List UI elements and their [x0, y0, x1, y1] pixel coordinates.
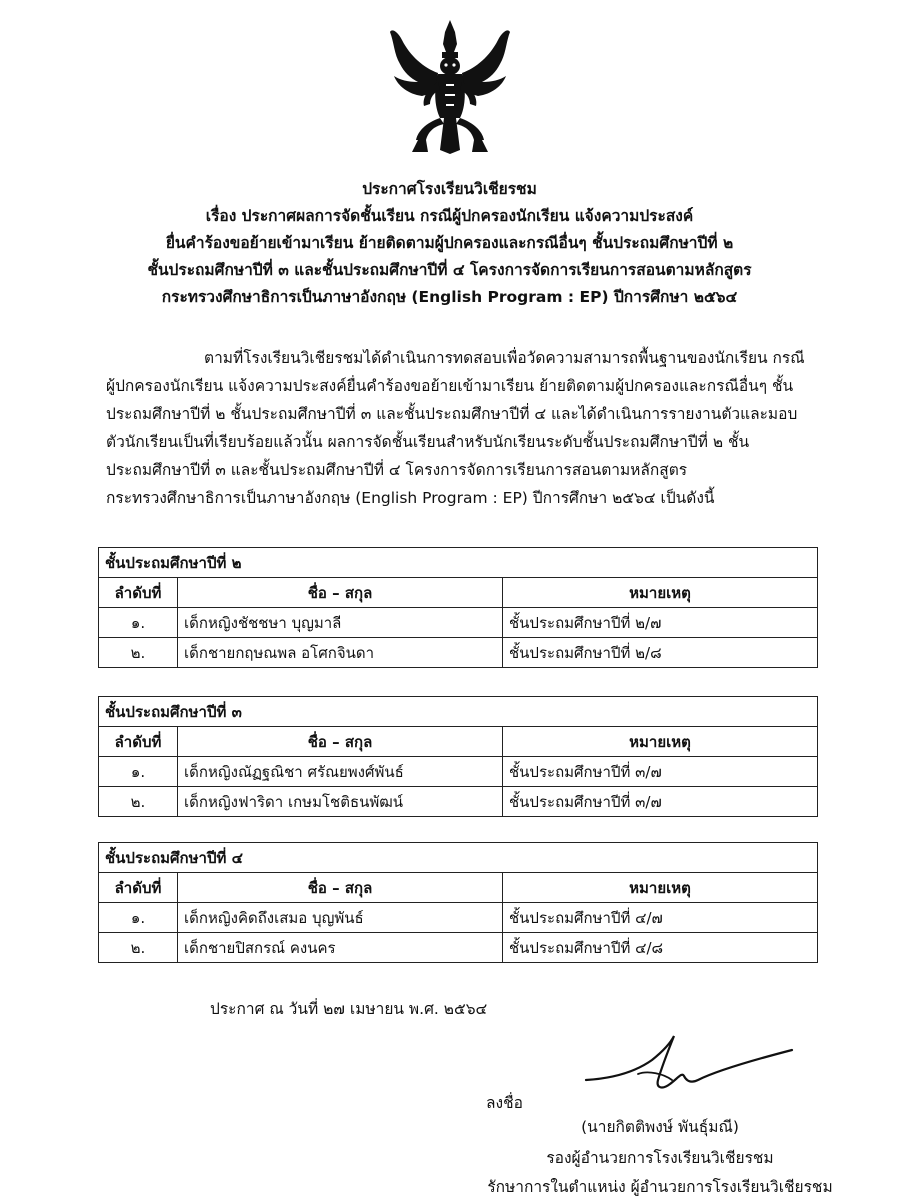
table-row [99, 608, 818, 638]
column-header-name: ชื่อ – สกุล [178, 727, 503, 757]
row-no: ๒. [99, 787, 178, 817]
signer-acting-title: รักษาการในตำแหน่ง ผู้อำนวยการโรงเรียนวิเชียรชม [487, 1178, 833, 1196]
grade-4-table [98, 842, 818, 963]
column-header-no: ลำดับที่ [99, 873, 178, 903]
table-title: ชั้นประถมศึกษาปีที่ ๒ [99, 548, 818, 578]
subject-line: ยื่นคำร้องขอย้ายเข้ามาเรียน ย้ายติดตามผู้ปกครองและกรณีอื่นๆ ชั้นประถมศึกษาปีที่ ๒ [165, 234, 734, 252]
body-line: ประถมศึกษาปีที่ ๒ ชั้นประถมศึกษาปีที่ ๓ และชั้นประถมศึกษาปีที่ ๔ และได้ดำเนินการรายงานตัวและมอบ [106, 405, 798, 423]
body-line: ประถมศึกษาปีที่ ๓ และชั้นประถมศึกษาปีที่ ๔ โครงการจัดการเรียนการสอนตามหลักสูตร [106, 461, 688, 479]
subject-line: เรื่อง ประกาศผลการจัดชั้นเรียน กรณีผู้ปกครองนักเรียน แจ้งความประสงค์ [205, 207, 694, 225]
row-no: ๑. [99, 757, 178, 787]
column-header-note: หมายเหตุ [503, 727, 818, 757]
subject-line: ชั้นประถมศึกษาปีที่ ๓ และชั้นประถมศึกษาปีที่ ๔ โครงการจัดการเรียนการสอนตามหลักสูตร [147, 261, 752, 279]
table-row [99, 903, 818, 933]
row-no: ๑. [99, 608, 178, 638]
table-title: ชั้นประถมศึกษาปีที่ ๓ [99, 697, 818, 727]
body-line: ตัวนักเรียนเป็นที่เรียบร้อยแล้วนั้น ผลการจัดชั้นเรียนสำหรับนักเรียนระดับชั้นประถมศึกษาปีที่ ๒ ชั้น [106, 433, 750, 451]
row-name: เด็กชายกฤษณพล อโศกจินดา [178, 638, 503, 668]
column-header-note: หมายเหตุ [503, 578, 818, 608]
row-note: ชั้นประถมศึกษาปีที่ ๔/๘ [503, 933, 818, 963]
signer-title: รองผู้อำนวยการโรงเรียนวิเชียรชม [546, 1149, 774, 1167]
grade-3-table [98, 696, 818, 817]
row-note: ชั้นประถมศึกษาปีที่ ๒/๗ [503, 608, 818, 638]
column-header-no: ลำดับที่ [99, 578, 178, 608]
announcement-org-title: ประกาศโรงเรียนวิเชียรชม [362, 180, 537, 198]
signature-icon [578, 1030, 798, 1100]
grade-2-table [98, 547, 818, 668]
row-no: ๒. [99, 933, 178, 963]
row-name: เด็กหญิงณัฏฐณิชา ศรัณยพงศ์พันธ์ [178, 757, 503, 787]
row-note: ชั้นประถมศึกษาปีที่ ๒/๘ [503, 638, 818, 668]
column-header-no: ลำดับที่ [99, 727, 178, 757]
table-row [99, 757, 818, 787]
table-title: ชั้นประถมศึกษาปีที่ ๔ [99, 843, 818, 873]
body-paragraph [106, 344, 836, 512]
row-name: เด็กหญิงฟาริดา เกษมโชติธนพัฒน์ [178, 787, 503, 817]
body-line: ผู้ปกครองนักเรียน แจ้งความประสงค์ยื่นคำร้องขอย้ายเข้ามาเรียน ย้ายติดตามผู้ปกครองและกรณีอื่นๆ ชั้น [106, 377, 794, 395]
row-name: เด็กหญิงคิดถึงเสมอ บุญพันธ์ [178, 903, 503, 933]
row-note: ชั้นประถมศึกษาปีที่ ๔/๗ [503, 903, 818, 933]
table-row [99, 787, 818, 817]
body-line: ตามที่โรงเรียนวิเชียรชมได้ดำเนินการทดสอบเพื่อวัดความสามารถพื้นฐานของนักเรียน กรณี [204, 349, 805, 367]
signer-name: (นายกิตติพงษ์ พันธุ์มณี) [581, 1118, 739, 1136]
subject-line: กระทรวงศึกษาธิการเป็นภาษาอังกฤษ (English Program : EP) ปีการศึกษา ๒๕๖๔ [161, 288, 738, 306]
row-name: เด็กชายปิสกรณ์ คงนคร [178, 933, 503, 963]
table-row [99, 638, 818, 668]
column-header-name: ชื่อ – สกุล [178, 578, 503, 608]
row-name: เด็กหญิงชัชชษา บุญมาลี [178, 608, 503, 638]
row-note: ชั้นประถมศึกษาปีที่ ๓/๗ [503, 787, 818, 817]
body-line: กระทรวงศึกษาธิการเป็นภาษาอังกฤษ (English Program : EP) ปีการศึกษา ๒๕๖๔ เป็นดังนี้ [106, 489, 715, 507]
garuda-emblem-icon [388, 18, 512, 156]
sign-label: ลงชื่อ [486, 1094, 523, 1112]
row-note: ชั้นประถมศึกษาปีที่ ๓/๗ [503, 757, 818, 787]
row-no: ๑. [99, 903, 178, 933]
column-header-note: หมายเหตุ [503, 873, 818, 903]
column-header-name: ชื่อ – สกุล [178, 873, 503, 903]
table-row [99, 933, 818, 963]
row-no: ๒. [99, 638, 178, 668]
announcement-date: ประกาศ ณ วันที่ ๒๗ เมษายน พ.ศ. ๒๕๖๔ [210, 1000, 488, 1018]
